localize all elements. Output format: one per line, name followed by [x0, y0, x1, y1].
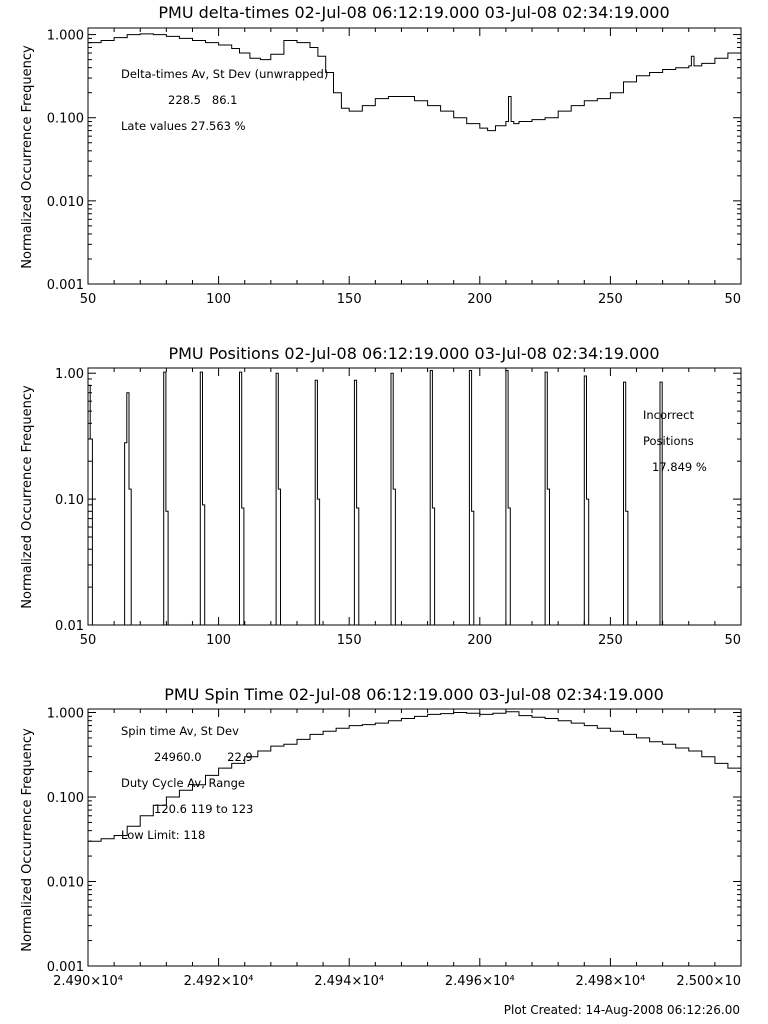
x-tick-label: 50	[724, 292, 741, 307]
y-tick-label: 0.010	[46, 194, 84, 210]
plot-created-footer: Plot Created: 14-Aug-2008 06:12:26.00	[503, 1003, 740, 1017]
annotation-spin-stats-values: 24960.0 22.9	[154, 750, 253, 764]
annotation-incorrect-percent: 17.849 %	[652, 460, 707, 474]
x-tick-label: 2.496×10⁴	[444, 974, 515, 989]
x-tick-label: 150	[336, 633, 362, 648]
annotation-duty-cycle-values: 120.6 119 to 123	[154, 802, 254, 816]
x-tick-label: 200	[467, 292, 493, 307]
y-tick-label: 1.000	[46, 706, 84, 722]
annotation-delta-stats-values: 228.5 86.1	[168, 93, 238, 107]
y-ticks	[55, 367, 741, 634]
x-tick-label: 2.494×10⁴	[314, 974, 385, 989]
y-tick-label: 0.10	[55, 493, 84, 509]
x-tick-label: 100	[206, 292, 232, 307]
annotation-positions: Positions	[643, 434, 694, 448]
annotation-duty-cycle-label: Duty Cycle Av, Range	[121, 776, 245, 790]
positions-histogram	[88, 371, 664, 626]
y-tick-label: 0.100	[46, 111, 84, 127]
panel-spin-time	[20, 685, 741, 989]
panel-delta-times	[20, 3, 741, 307]
x-tick-label: 50	[79, 633, 97, 648]
x-tick-label: 250	[597, 633, 623, 648]
x-tick-label: 150	[336, 292, 362, 307]
y-tick-label: 0.001	[46, 960, 84, 975]
x-tick-label: 2.490×10⁴	[53, 974, 123, 989]
x-tick-label: 250	[597, 292, 623, 307]
y-tick-label: 0.010	[46, 875, 84, 891]
x-tick-label: 2.492×10⁴	[183, 974, 254, 989]
annotation-incorrect: Incorrect	[643, 408, 694, 422]
x-ticks	[80, 368, 741, 648]
y-axis-label: Normalized Occurrence Frequency	[20, 385, 35, 609]
annotation-low-limit: Low Limit: 118	[121, 828, 206, 842]
annotation-delta-stats-label: Delta-times Av, St Dev (unwrapped)	[121, 67, 329, 81]
y-tick-label: 0.100	[46, 790, 84, 806]
plot-frame	[88, 368, 741, 625]
panel-positions	[20, 344, 741, 648]
chart-title: PMU Spin Time 02-Jul-08 06:12:19.000 03-Jul-08 02:34:19.000	[164, 685, 664, 704]
y-axis-label: Normalized Occurrence Frequency	[20, 728, 35, 952]
x-tick-label: 50	[724, 633, 741, 648]
y-tick-label: 0.01	[55, 619, 84, 634]
x-tick-label: 50	[79, 292, 97, 307]
y-tick-label: 1.000	[46, 28, 84, 44]
delta-times-histogram	[88, 34, 741, 131]
x-tick-label: 2.498×10⁴	[575, 974, 646, 989]
x-tick-label: 100	[206, 633, 232, 648]
annotation-late-values: Late values 27.563 %	[121, 119, 246, 133]
x-tick-label: 200	[467, 633, 493, 648]
chart-title: PMU Positions 02-Jul-08 06:12:19.000 03-Jul-08 02:34:19.000	[168, 344, 660, 363]
y-tick-label: 1.00	[55, 367, 84, 383]
annotation-spin-stats-label: Spin time Av, St Dev	[121, 724, 239, 738]
chart-title: PMU delta-times 02-Jul-08 06:12:19.000 03-Jul-08 02:34:19.000	[158, 3, 670, 22]
y-axis-label: Normalized Occurrence Frequency	[20, 45, 35, 269]
x-tick-label: 2.500×10	[676, 974, 741, 989]
y-tick-label: 0.001	[46, 278, 84, 293]
